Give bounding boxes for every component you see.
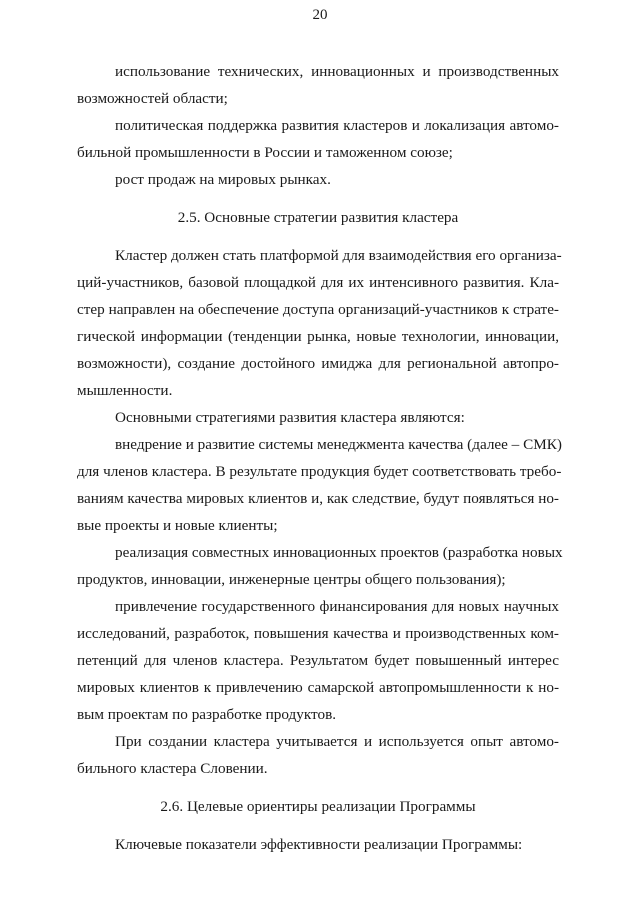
text-line: Основными стратегиями развития кластера являются:	[115, 409, 465, 426]
text-line: вым проектам по разработке продуктов.	[77, 706, 337, 723]
text-line: петенций для членов кластера. Результатом будет повышенный интерес	[77, 652, 559, 669]
text-line: бильной промышленности в России и таможенном союзе;	[77, 144, 453, 161]
text-line: мышленности.	[77, 382, 173, 399]
text-line: рост продаж на мировых рынках.	[115, 171, 331, 188]
text-line: внедрение и развитие системы менеджмента качества (далее – СМК)	[115, 436, 562, 453]
text-line: ций-участников, базовой площадкой для их интенсивного развития. Кла-	[77, 274, 559, 291]
text-line: гической информации (тенденции рынка, новые технологии, инновации,	[77, 328, 559, 345]
text-line: продуктов, инновации, инженерные центры общего пользования);	[77, 571, 506, 588]
text-line: возможностей области;	[77, 90, 228, 107]
text-line: привлечение государственного финансирования для новых научных	[115, 598, 559, 615]
text-line: бильного кластера Словении.	[77, 760, 268, 777]
text-line: мировых клиентов к привлечению самарской автопромышленности к но-	[77, 679, 559, 696]
text-line: ваниям качества мировых клиентов и, как следствие, будут появляться но-	[77, 490, 559, 507]
text-line: использование технических, инновационных и производственных	[115, 63, 559, 80]
section-heading-2-6: 2.6. Целевые ориентиры реализации Программы	[160, 798, 476, 815]
section-heading-2-5: 2.5. Основные стратегии развития кластера	[177, 209, 459, 226]
text-line: Ключевые показатели эффективности реализации Программы:	[115, 836, 523, 853]
text-line: возможности), создание достойного имиджа для региональной автопро-	[77, 355, 559, 372]
text-line: стер направлен на обеспечение доступа организаций-участников к страте-	[77, 301, 559, 318]
text-line: вые проекты и новые клиенты;	[77, 517, 278, 534]
page-number: 20	[312, 7, 328, 23]
text-line: Кластер должен стать платформой для взаимодействия его организа-	[115, 247, 562, 264]
text-line: политическая поддержка развития кластеров и локализация автомо-	[115, 117, 559, 134]
text-line: исследований, разработок, повышения качества и производственных ком-	[77, 625, 559, 642]
text-line: реализация совместных инновационных проектов (разработка новых	[115, 544, 563, 561]
text-line: для членов кластера. В результате продукция будет соответствовать требо-	[77, 463, 562, 480]
text-line: При создании кластера учитывается и используется опыт автомо-	[115, 733, 559, 750]
